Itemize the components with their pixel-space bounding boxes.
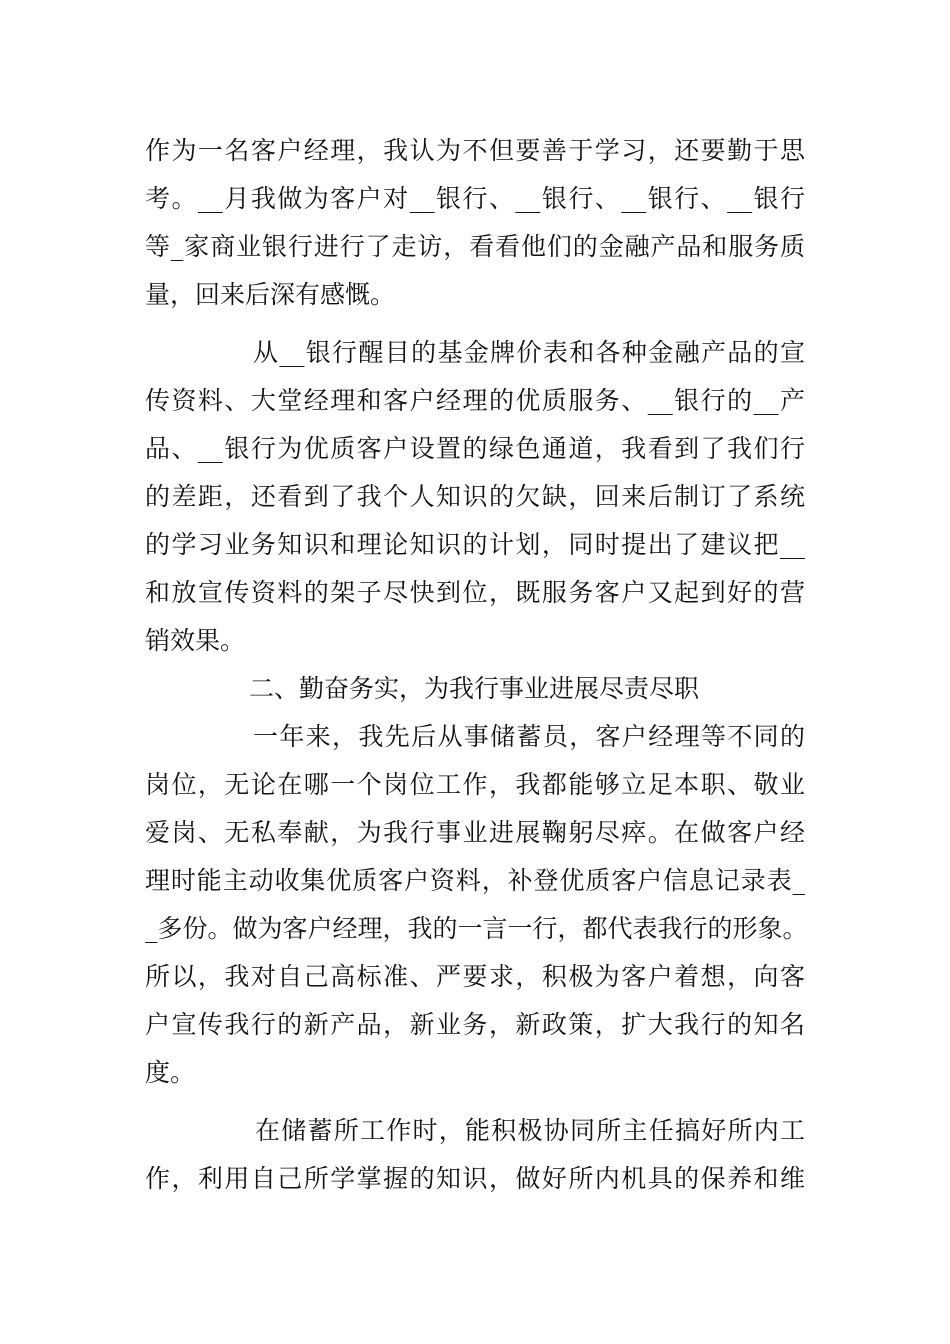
text-line: 考。__月我做为客户对__银行、__银行、__银行、__银行 <box>145 184 805 213</box>
paragraph-1-line-1 <box>145 127 811 175</box>
paragraph-2-line-5 <box>145 521 811 569</box>
text-line: 和放宣传资料的架子尽快到位，既服务客户又起到好的营 <box>145 578 805 607</box>
paragraph-2-line-4 <box>145 473 811 521</box>
text-line: 一年来，我先后从事储蓄员，客户经理等不同的 <box>253 722 805 751</box>
text-line: 理时能主动收集优质客户资料，补登优质客户信息记录表_ <box>145 866 805 895</box>
section-heading <box>145 665 811 713</box>
text-line: 从__银行醒目的基金牌价表和各种金融产品的宣 <box>253 338 805 367</box>
paragraph-3-line-1 <box>145 713 811 761</box>
paragraph-2-line-7 <box>145 617 811 665</box>
paragraph-3-line-3 <box>145 809 811 857</box>
text-line: 等_家商业银行进行了走访，看看他们的金融产品和服务质 <box>145 232 805 261</box>
paragraph-3-line-8 <box>145 1049 811 1097</box>
paragraph-2-line-2 <box>145 377 811 425</box>
text-line: 量，回来后深有感慨。 <box>145 280 396 309</box>
paragraph-1-line-3 <box>145 223 811 271</box>
text-line: 在储蓄所工作时，能积极协同所主任搞好所内工 <box>255 1116 805 1145</box>
paragraph-2-line-1 <box>145 329 811 377</box>
text-line: 的差距，还看到了我个人知识的欠缺，回来后制订了系统 <box>145 482 805 511</box>
paragraph-3-line-6 <box>145 953 811 1001</box>
text-line: 度。 <box>145 1058 196 1087</box>
text-line: 爱岗、无私奉献，为我行事业进展鞠躬尽瘁。在做客户经 <box>145 818 805 847</box>
text-line: 品、__银行为优质客户设置的绿色通道，我看到了我们行 <box>145 434 805 463</box>
paragraph-3-line-5 <box>145 905 811 953</box>
paragraph-4-line-1 <box>145 1107 811 1155</box>
paragraph-2-line-6 <box>145 569 811 617</box>
paragraph-4-line-2 <box>145 1155 811 1203</box>
paragraph-3-line-7 <box>145 1001 811 1049</box>
paragraph-1-line-4 <box>145 271 811 319</box>
text-line: 作，利用自己所学掌握的知识，做好所内机具的保养和维 <box>145 1164 805 1193</box>
paragraph-3-line-4 <box>145 857 811 905</box>
text-line: _多份。做为客户经理，我的一言一行，都代表我行的形象。 <box>145 914 808 943</box>
text-line: 所以，我对自己高标准、严要求，积极为客户着想，向客 <box>145 962 805 991</box>
text-line: 作为一名客户经理，我认为不但要善于学习，还要勤于思 <box>145 136 805 165</box>
text-line: 传资料、大堂经理和客户经理的优质服务、__银行的__产 <box>145 386 805 415</box>
text-line: 岗位，无论在哪一个岗位工作，我都能够立足本职、敬业 <box>145 770 805 799</box>
heading-text: 二、勤奋务实，为我行事业进展尽责尽职 <box>249 674 700 703</box>
text-line: 户宣传我行的新产品，新业务，新政策，扩大我行的知名 <box>145 1010 805 1039</box>
paragraph-2-line-3 <box>145 425 811 473</box>
document-body <box>145 127 811 1203</box>
text-line: 的学习业务知识和理论知识的计划，同时提出了建议把__ <box>145 530 805 559</box>
paragraph-3-line-2 <box>145 761 811 809</box>
paragraph-1-line-2 <box>145 175 811 223</box>
text-line: 销效果。 <box>145 626 246 655</box>
